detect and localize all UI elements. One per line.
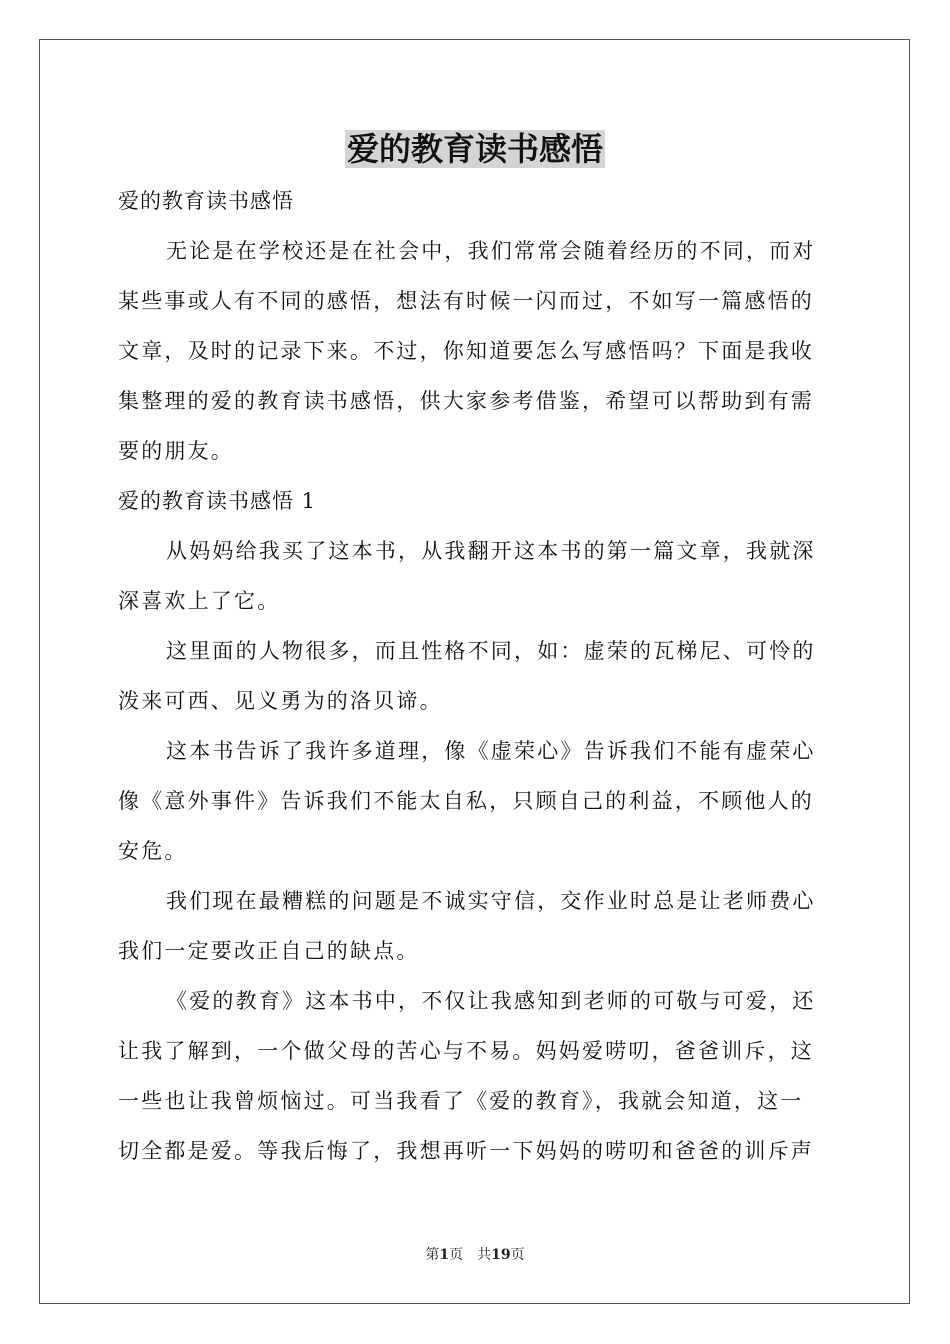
paragraph-line: 集整理的爱的教育读书感悟，供大家参考借鉴，希望可以帮助到有需 (118, 389, 814, 413)
paragraph-line: 这本书告诉了我许多道理，像《虚荣心》告诉我们不能有虚荣心 (166, 739, 816, 763)
paragraph-line: 像《意外事件》告诉我们不能太自私，只顾自己的利益，不顾他人的 (118, 789, 814, 813)
paragraph-line: 一些也让我曾烦恼过。可当我看了《爱的教育》，我就会知道，这一 (118, 1089, 804, 1113)
paragraph-line: 我们一定要改正自己的缺点。 (118, 939, 420, 963)
paragraph-line: 深喜欢上了它。 (118, 589, 281, 613)
page-footer (0, 1245, 950, 1265)
paragraph-line: 某些事或人有不同的感悟，想法有时候一闪而过，不如写一篇感悟的 (118, 289, 814, 313)
paragraph-line: 从妈妈给我买了这本书，从我翻开这本书的第一篇文章，我就深 (166, 539, 816, 563)
section-heading: 爱的教育读书感悟 1 (118, 489, 317, 513)
paragraph-line: 《爱的教育》这本书中，不仅让我感知到老师的可敬与可爱，还 (166, 989, 816, 1013)
paragraph-line: 我们现在最糟糕的问题是不诚实守信，交作业时总是让老师费心 (166, 889, 816, 913)
paragraph-line: 安危。 (118, 839, 188, 863)
paragraph-line: 让我了解到，一个做父母的苦心与不易。妈妈爱唠叨，爸爸训斥，这 (118, 1039, 814, 1063)
paragraph-line: 文章，及时的记录下来。不过，你知道要怎么写感悟吗？下面是我收 (118, 339, 814, 363)
paragraph-line: 切全都是爱。等我后悔了，我想再听一下妈妈的唠叨和爸爸的训斥声 (118, 1139, 814, 1163)
page-total: 共19页 (477, 1247, 525, 1263)
paragraph-line: 无论是在学校还是在社会中，我们常常会随着经历的不同，而对 (166, 239, 816, 263)
document-title (0, 126, 950, 172)
section-heading: 爱的教育读书感悟 (118, 189, 294, 213)
page-number: 第1页 (425, 1247, 464, 1263)
document-title-text: 爱的教育读书感悟 (346, 130, 603, 168)
document-body (118, 176, 834, 1176)
paragraph-line: 泼来可西、见义勇为的洛贝谛。 (118, 689, 443, 713)
paragraph-line: 这里面的人物很多，而且性格不同，如：虚荣的瓦梯尼、可怜的 (166, 639, 816, 663)
paragraph-line: 要的朋友。 (118, 439, 234, 463)
